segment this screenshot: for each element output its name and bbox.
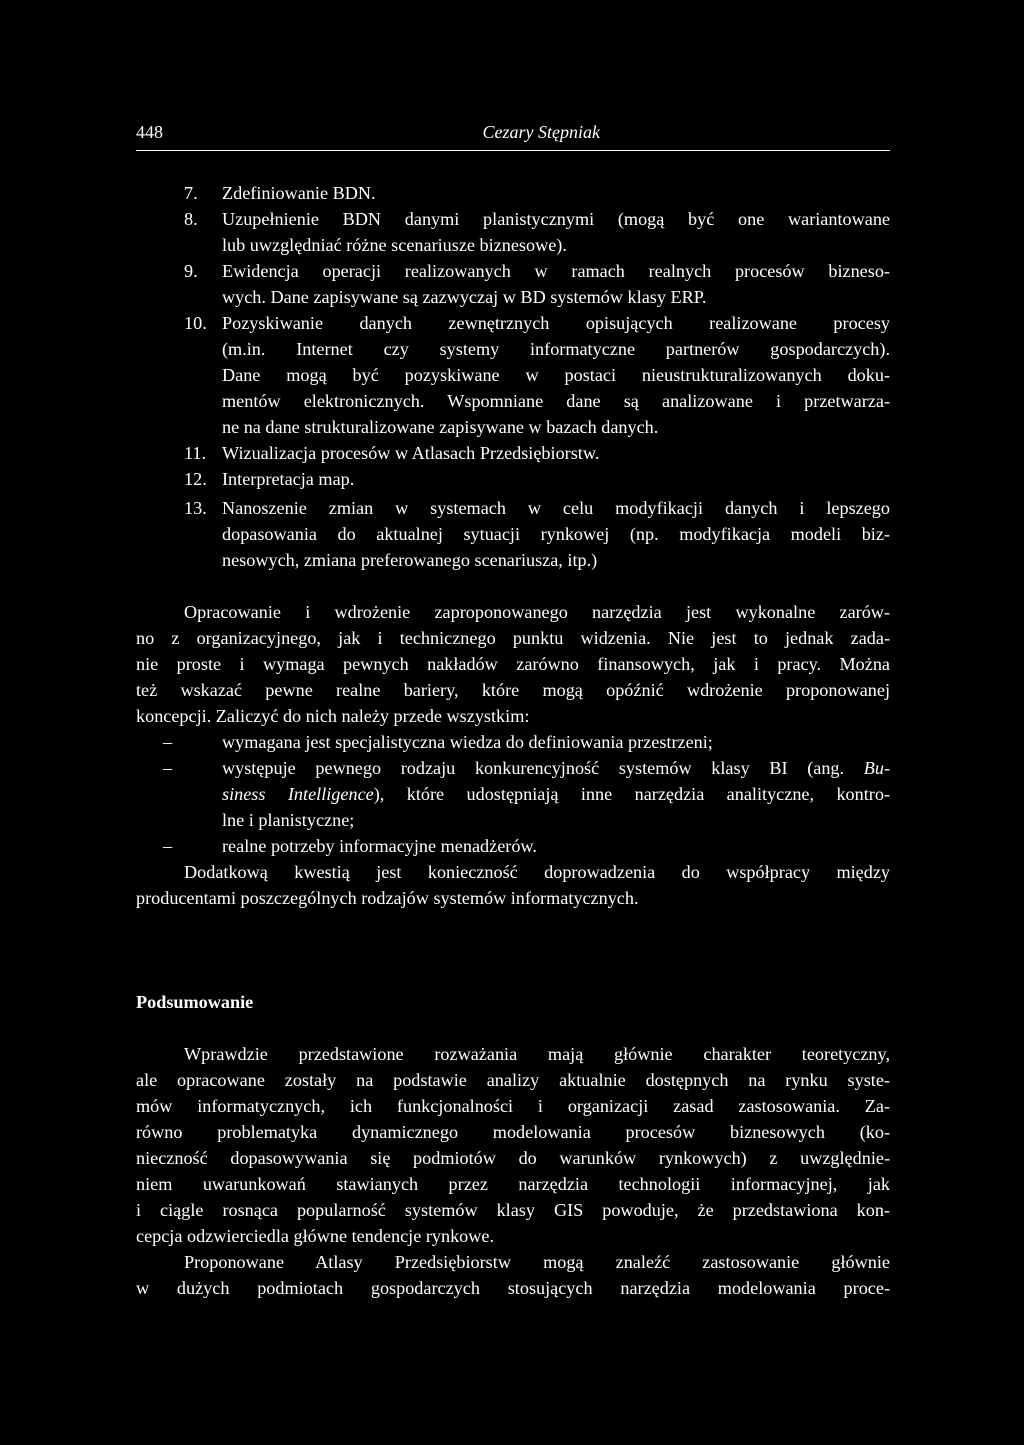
list-number: 7.	[184, 183, 198, 203]
list-item-text: Interpretacja map.	[222, 469, 355, 489]
paragraph-line: ale opracowane zostały na podstawie analizy aktualnie dostępnych na rynku syste-	[136, 1070, 890, 1090]
paragraph-line: Proponowane Atlasy Przedsiębiorstw mogą znaleźć zastosowanie głównie	[184, 1252, 890, 1272]
list-item-text: Nanoszenie zmian w systemach w celu modyfikacji danych i lepszego	[222, 498, 890, 518]
paragraph-line: w dużych podmiotach gospodarczych stosujących narzędzia modelowania proce-	[136, 1278, 890, 1298]
list-number: 13.	[184, 498, 207, 518]
list-item-text: Ewidencja operacji realizowanych w ramach realnych procesów bizneso-	[222, 261, 890, 281]
bullet-dash: –	[163, 732, 173, 752]
list-item-text: Dane mogą być pozyskiwane w postaci nieustrukturalizowanych doku-	[222, 365, 890, 385]
list-item-text: Uzupełnienie BDN danymi planistycznymi (mogą być one wariantowane	[222, 209, 890, 229]
list-item-text: Pozyskiwanie danych zewnętrznych opisujących realizowane procesy	[222, 313, 890, 333]
bullet-text: lne i planistyczne;	[222, 810, 355, 830]
paragraph-line: producentami poszczególnych rodzajów systemów informatycznych.	[136, 888, 639, 908]
running-header	[136, 122, 890, 151]
paragraph-line: cepcja odzwierciedla główne tendencje rynkowe.	[136, 1226, 495, 1246]
bullet-dash: –	[163, 758, 173, 778]
list-number: 8.	[184, 209, 198, 229]
bullet-text: występuje pewnego rodzaju konkurencyjność systemów klasy BI (ang. Bu-	[222, 758, 890, 778]
page-number: 448	[136, 122, 163, 142]
paragraph-line: Dodatkową kwestią jest konieczność doprowadzenia do współpracy między	[184, 862, 890, 882]
paragraph-line: równo problematyka dynamicznego modelowania procesów biznesowych (ko-	[136, 1122, 890, 1142]
list-item-text: mentów elektronicznych. Wspomniane dane są analizowane i przetwarza-	[222, 391, 890, 411]
list-item-text: ne na dane strukturalizowane zapisywane w bazach danych.	[222, 417, 659, 437]
paragraph-line: no z organizacyjnego, jak i technicznego punktu widzenia. Nie jest to jednak zada-	[136, 628, 890, 648]
list-number: 12.	[184, 469, 207, 489]
running-author: Cezary Stępniak	[482, 122, 600, 142]
paragraph-line: niem uwarunkowań stawianych przez narzędzia technologii informacyjnej, jak	[136, 1174, 890, 1194]
list-number: 10.	[184, 313, 207, 333]
paragraph-line: nieczność dopasowywania się podmiotów do warunków rynkowych) z uwzględnie-	[136, 1148, 890, 1168]
list-item-text: dopasowania do aktualnej sytuacji rynkowej (np. modyfikacja modeli biz-	[222, 524, 890, 544]
section-heading: Podsumowanie	[136, 992, 254, 1012]
bullet-text: wymagana jest specjalistyczna wiedza do definiowania przestrzeni;	[222, 732, 713, 752]
list-item-text: nesowych, zmiana preferowanego scenariusza, itp.)	[222, 550, 598, 570]
paragraph-line: i ciągle rosnąca popularność systemów klasy GIS powoduje, że przedstawiona kon-	[136, 1200, 890, 1220]
list-item-text: Zdefiniowanie BDN.	[222, 183, 376, 203]
list-item-text: lub uwzględniać różne scenariusze biznesowe).	[222, 235, 567, 255]
list-item-text: wych. Dane zapisywane są zazwyczaj w BD systemów klasy ERP.	[222, 287, 707, 307]
paragraph-line: mów informatycznych, ich funkcjonalności i organizacji zasad zastosowania. Za-	[136, 1096, 890, 1116]
paragraph-line: Opracowanie i wdrożenie zaproponowanego narzędzia jest wykonalne zarów-	[184, 602, 890, 622]
list-item-text: (m.in. Internet czy systemy informatyczne partnerów gospodarczych).	[222, 339, 890, 359]
list-item-text: Wizualizacja procesów w Atlasach Przedsiębiorstw.	[222, 443, 600, 463]
bullet-text: realne potrzeby informacyjne menadżerów.	[222, 836, 537, 856]
bullet-dash: –	[163, 836, 173, 856]
paragraph-line: Wprawdzie przedstawione rozważania mają głównie charakter teoretyczny,	[184, 1044, 890, 1064]
paragraph-line: nie proste i wymaga pewnych nakładów zarówno finansowych, jak i pracy. Można	[136, 654, 890, 674]
bullet-text: siness Intelligence), które udostępniają inne narzędzia analityczne, kontro-	[222, 784, 890, 804]
paragraph-line: koncepcji. Zaliczyć do nich należy przede wszystkim:	[136, 706, 530, 726]
list-number: 9.	[184, 261, 198, 281]
paragraph-line: też wskazać pewne realne bariery, które mogą opóźnić wdrożenie proponowanej	[136, 680, 890, 700]
list-number: 11.	[184, 443, 207, 463]
